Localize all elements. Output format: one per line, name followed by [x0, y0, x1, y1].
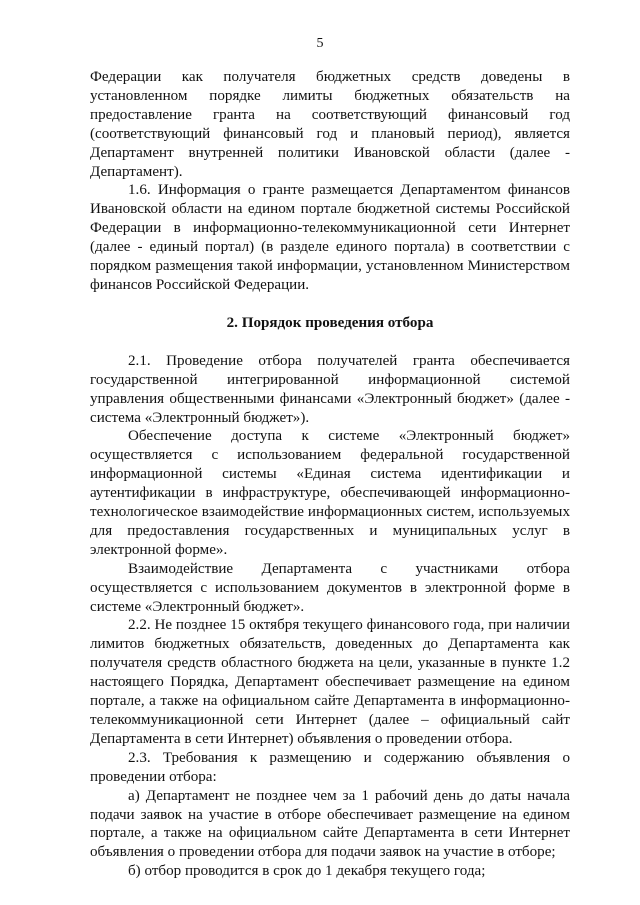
page-number: 5	[316, 36, 324, 51]
section-heading: 2. Порядок проведения отбора	[226, 314, 434, 331]
paragraph-access: Обеспечение доступа к системе «Электронный бюджет» осуществляется с использованием федеральной государственной информационной системы «Единая система идентификации и аутентификации в инфраструктуре, обеспечивающей информационно-технологическое взаимодействие информационных систем, используемых для предоставления государственных и муниципальных услуг в электронной форме».	[90, 428, 570, 558]
paragraph-2-2: 2.2. Не позднее 15 октября текущего финансового года, при наличии лимитов бюджетных обязательств, доведенных до Департамента как получателя средств областного бюджета на цели, указанные в пункте 1.2 настоящего Порядка, Департамент обеспечивает размещение на едином портале, а также на официальном сайте Департамента в информационно-телекоммуникационной сети Интернет (далее – официальный сайт Департамента в сети Интернет) объявления о проведении отбора.	[90, 617, 570, 747]
paragraph-item-a: а) Департамент не позднее чем за 1 рабочий день до даты начала подачи заявок на участие в отборе обеспечивает размещение на едином портале, а также на официальном сайте Департамента в сети Интернет объявления о проведении отбора для подачи заявок на участие в отборе;	[90, 787, 570, 861]
paragraph-2-1: 2.1. Проведение отбора получателей гранта обеспечивается государственной интегрированной информационной системой управления общественными финансами «Электронный бюджет» (далее - система «Электронный бюджет»).	[90, 352, 570, 426]
paragraph-interaction: Взаимодействие Департамента с участниками отбора осуществляется с использованием документов в электронной форме в системе «Электронный бюджет».	[90, 560, 570, 615]
paragraph-1-6: 1.6. Информация о гранте размещается Департаментом финансов Ивановской области на едином портале бюджетной системы Российской Федерации в информационно-телекоммуникационной сети Интернет (далее - единый портал) (в разделе единого портала) в соответствии с порядком размещения такой информации, установленном Министерством финансов Российской Федерации.	[90, 182, 570, 293]
paragraph-item-b: б) отбор проводится в срок до 1 декабря текущего года;	[128, 863, 486, 880]
paragraph-2-3: 2.3. Требования к размещению и содержанию объявления о проведении отбора:	[90, 749, 570, 785]
document-body	[90, 68, 570, 881]
paragraph-continuation: Федерации как получателя бюджетных средств доведены в установленном порядке лимиты бюджетных обязательств на предоставление гранта на соответствующий финансовый год (соответствующий финансовый год и плановый период), является Департамент внутренней политики Ивановской области (далее - Департамент).	[90, 69, 570, 180]
